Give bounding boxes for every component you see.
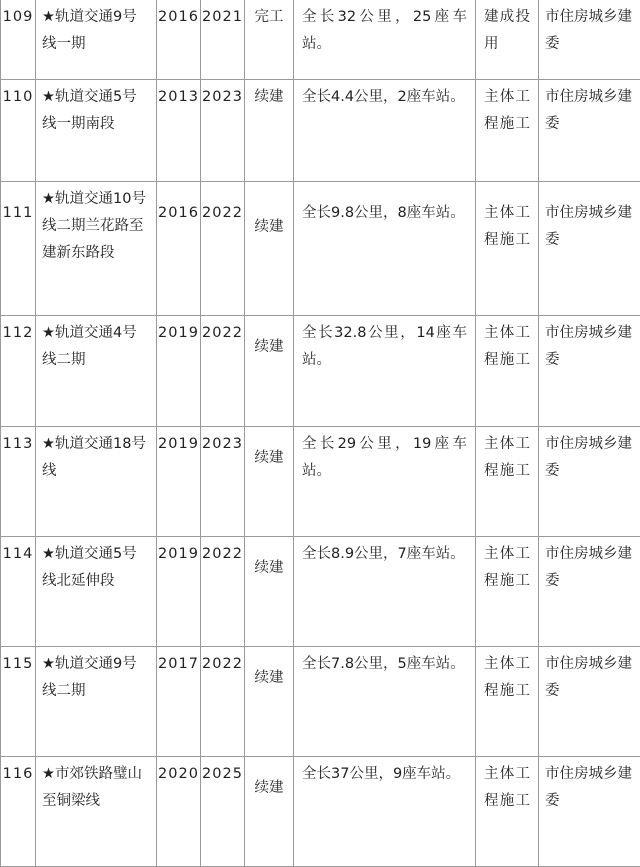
status-text: 续建 <box>245 427 293 472</box>
department-cell <box>539 316 640 427</box>
start-year-cell <box>157 537 201 647</box>
status-text: 续建 <box>245 537 293 582</box>
description: 全长32公里，25座车站。 <box>294 0 475 58</box>
end-year: 2023 <box>201 427 244 458</box>
stage-cell <box>476 80 539 182</box>
row-number-cell <box>1 80 36 182</box>
description-cell <box>294 537 476 647</box>
start-year-cell <box>157 757 201 867</box>
stage-text: 主体工程施工 <box>476 80 538 138</box>
start-year-cell <box>157 0 201 80</box>
row-number-cell <box>1 537 36 647</box>
row-number: 116 <box>1 757 35 788</box>
project-name-cell <box>36 757 157 867</box>
description-cell <box>294 316 476 427</box>
status-cell <box>245 182 294 316</box>
status-text: 续建 <box>245 316 293 361</box>
project-name: ★轨道交通9号线一期 <box>36 0 156 58</box>
description: 全长9.8公里，8座车站。 <box>294 182 475 227</box>
stage-cell <box>476 427 539 537</box>
end-year: 2022 <box>201 537 244 568</box>
end-year-cell <box>201 0 245 80</box>
start-year-cell <box>157 80 201 182</box>
status-text: 完工 <box>245 0 293 31</box>
row-number: 112 <box>1 316 35 347</box>
start-year: 2019 <box>157 427 200 458</box>
start-year: 2017 <box>157 647 200 678</box>
end-year: 2023 <box>201 80 244 111</box>
project-name: ★轨道交通10号线二期兰花路至建新东路段 <box>36 182 156 267</box>
status-text: 续建 <box>245 647 293 692</box>
project-name: ★市郊铁路璧山至铜梁线 <box>36 757 156 815</box>
department-cell <box>539 182 640 316</box>
description: 全长37公里，9座车站。 <box>294 757 475 788</box>
stage-text: 主体工程施工 <box>476 647 538 705</box>
status-cell <box>245 537 294 647</box>
row-number: 114 <box>1 537 35 568</box>
start-year-cell <box>157 182 201 316</box>
stage-cell <box>476 757 539 867</box>
start-year-cell <box>157 647 201 757</box>
end-year-cell <box>201 316 245 427</box>
row-number-cell <box>1 757 36 867</box>
start-year: 2019 <box>157 316 200 347</box>
stage-text: 主体工程施工 <box>476 427 538 485</box>
department: 市住房城乡建委 <box>539 537 640 595</box>
stage-cell <box>476 537 539 647</box>
description: 全长8.9公里，7座车站。 <box>294 537 475 568</box>
status-cell <box>245 0 294 80</box>
row-number-cell <box>1 647 36 757</box>
status-cell <box>245 757 294 867</box>
end-year: 2021 <box>201 0 244 31</box>
table-row <box>1 757 640 867</box>
row-number-cell <box>1 427 36 537</box>
project-name: ★轨道交通18号线 <box>36 427 156 485</box>
end-year-cell <box>201 537 245 647</box>
department-cell <box>539 757 640 867</box>
project-name-cell <box>36 0 157 80</box>
department-cell <box>539 537 640 647</box>
stage-text: 主体工程施工 <box>476 757 538 815</box>
department-cell <box>539 0 640 80</box>
end-year-cell <box>201 647 245 757</box>
description: 全长29公里，19座车站。 <box>294 427 475 485</box>
status-text: 续建 <box>245 757 293 802</box>
row-number: 113 <box>1 427 35 458</box>
row-number: 110 <box>1 80 35 111</box>
row-number-cell <box>1 0 36 80</box>
project-name: ★轨道交通4号线二期 <box>36 316 156 374</box>
department-cell <box>539 427 640 537</box>
start-year: 2016 <box>157 0 200 31</box>
end-year-cell <box>201 80 245 182</box>
description: 全长32.8公里，14座车站。 <box>294 316 475 374</box>
description-cell <box>294 757 476 867</box>
project-name-cell <box>36 316 157 427</box>
stage-text: 主体工程施工 <box>476 182 538 254</box>
description-cell <box>294 80 476 182</box>
row-number: 109 <box>1 0 35 31</box>
project-name-cell <box>36 182 157 316</box>
project-name-cell <box>36 647 157 757</box>
table-row <box>1 80 640 182</box>
end-year-cell <box>201 182 245 316</box>
status-cell <box>245 316 294 427</box>
end-year-cell <box>201 427 245 537</box>
end-year: 2022 <box>201 182 244 227</box>
project-name: ★轨道交通5号线一期南段 <box>36 80 156 138</box>
end-year: 2022 <box>201 316 244 347</box>
department: 市住房城乡建委 <box>539 427 640 485</box>
status-cell <box>245 80 294 182</box>
start-year: 2019 <box>157 537 200 568</box>
table-row <box>1 647 640 757</box>
stage-text: 主体工程施工 <box>476 316 538 374</box>
start-year-cell <box>157 316 201 427</box>
department: 市住房城乡建委 <box>539 316 640 374</box>
stage-text: 主体工程施工 <box>476 537 538 595</box>
description-cell <box>294 647 476 757</box>
project-name-cell <box>36 537 157 647</box>
table-row <box>1 182 640 316</box>
description-cell <box>294 0 476 80</box>
start-year: 2020 <box>157 757 200 788</box>
table-row <box>1 316 640 427</box>
status-cell <box>245 427 294 537</box>
stage-cell <box>476 647 539 757</box>
end-year: 2022 <box>201 647 244 678</box>
stage-cell <box>476 316 539 427</box>
project-name-cell <box>36 427 157 537</box>
stage-text: 建成投用 <box>476 0 538 58</box>
row-number: 111 <box>1 182 35 227</box>
project-name: ★轨道交通9号线二期 <box>36 647 156 705</box>
description-cell <box>294 427 476 537</box>
department: 市住房城乡建委 <box>539 757 640 815</box>
status-text: 续建 <box>245 182 293 241</box>
table-row <box>1 427 640 537</box>
start-year: 2016 <box>157 182 200 227</box>
description: 全长4.4公里，2座车站。 <box>294 80 475 111</box>
table-row <box>1 0 640 80</box>
stage-cell <box>476 0 539 80</box>
department: 市住房城乡建委 <box>539 182 640 254</box>
department-cell <box>539 647 640 757</box>
end-year: 2025 <box>201 757 244 788</box>
project-name-cell <box>36 80 157 182</box>
project-name: ★轨道交通5号线北延伸段 <box>36 537 156 595</box>
department: 市住房城乡建委 <box>539 647 640 705</box>
stage-cell <box>476 182 539 316</box>
department: 市住房城乡建委 <box>539 80 640 138</box>
department: 市住房城乡建委 <box>539 0 640 58</box>
description: 全长7.8公里，5座车站。 <box>294 647 475 678</box>
status-cell <box>245 647 294 757</box>
start-year: 2013 <box>157 80 200 111</box>
start-year-cell <box>157 427 201 537</box>
description-cell <box>294 182 476 316</box>
row-number-cell <box>1 182 36 316</box>
end-year-cell <box>201 757 245 867</box>
department-cell <box>539 80 640 182</box>
status-text: 续建 <box>245 80 293 111</box>
row-number-cell <box>1 316 36 427</box>
row-number: 115 <box>1 647 35 678</box>
table-row <box>1 537 640 647</box>
